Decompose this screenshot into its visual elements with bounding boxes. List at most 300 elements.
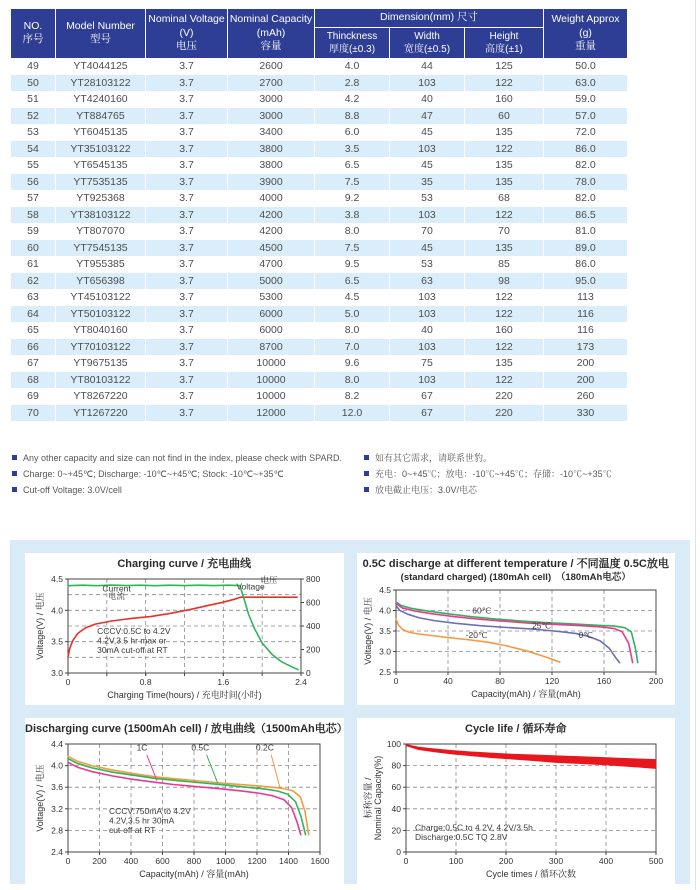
table-cell: 3.7 xyxy=(146,125,227,141)
table-cell: 103 xyxy=(390,372,464,388)
table-cell: 69 xyxy=(11,389,55,405)
table-cell: YT1267220 xyxy=(56,405,145,421)
table-cell: 103 xyxy=(390,339,464,355)
table-cell: 4.2 xyxy=(315,92,389,108)
table-cell: 44 xyxy=(390,59,464,75)
footnote-line xyxy=(12,469,364,480)
svg-text:Capacity(mAh) / 容量(mAh): Capacity(mAh) / 容量(mAh) xyxy=(139,868,250,879)
table-cell: 5300 xyxy=(228,290,314,306)
table-cell: YT7535135 xyxy=(56,174,145,190)
svg-text:200: 200 xyxy=(498,855,513,866)
table-cell: 9.5 xyxy=(315,257,389,273)
svg-text:2.8: 2.8 xyxy=(51,824,64,835)
table-cell: 125 xyxy=(465,59,543,75)
table-cell: 122 xyxy=(465,372,543,388)
table-cell: 56 xyxy=(11,174,55,190)
table-cell: 122 xyxy=(465,141,543,157)
table-cell: 57.0 xyxy=(544,108,627,124)
table-cell: 3.7 xyxy=(146,207,227,223)
svg-text:80: 80 xyxy=(495,676,505,687)
table-cell: 63 xyxy=(390,273,464,289)
table-cell: 52 xyxy=(11,108,55,124)
table-row xyxy=(11,323,627,339)
table-cell: 81.0 xyxy=(544,224,627,240)
table-cell: 10000 xyxy=(228,356,314,372)
svg-text:80: 80 xyxy=(391,760,401,771)
svg-text:1.6: 1.6 xyxy=(217,676,230,687)
table-cell: 200 xyxy=(544,372,627,388)
footnote-line xyxy=(364,485,688,496)
svg-text:4.5: 4.5 xyxy=(378,585,391,596)
table-row xyxy=(11,125,627,141)
table-cell: 3.7 xyxy=(146,405,227,421)
table-cell: 160 xyxy=(465,92,543,108)
svg-text:0℃: 0℃ xyxy=(578,630,593,641)
chart-panel-temperature-discharge xyxy=(357,553,676,705)
table-cell: YT656398 xyxy=(56,273,145,289)
svg-text:Voltage(V) / 电压: Voltage(V) / 电压 xyxy=(35,763,46,832)
svg-text:500: 500 xyxy=(648,855,663,866)
table-cell: 200 xyxy=(544,356,627,372)
table-cell: 3.7 xyxy=(146,59,227,75)
footnotes-chinese xyxy=(364,453,688,500)
col-header-width: Width 宽度(±0.5) xyxy=(390,28,464,58)
chart-title: Charging curve / 充电曲线 xyxy=(117,558,252,570)
svg-text:3.5: 3.5 xyxy=(378,626,391,637)
table-cell: 3.7 xyxy=(146,158,227,174)
table-row xyxy=(11,59,627,75)
table-row xyxy=(11,141,627,157)
svg-text:标称容量 /: 标称容量 / xyxy=(362,776,373,819)
svg-text:0: 0 xyxy=(403,855,409,866)
table-cell: 6.5 xyxy=(315,273,389,289)
svg-text:800: 800 xyxy=(306,573,321,584)
square-bullet-icon xyxy=(364,471,369,476)
table-cell: 60 xyxy=(11,240,55,256)
table-cell: YT80103122 xyxy=(56,372,145,388)
svg-text:3.6: 3.6 xyxy=(51,781,64,792)
table-cell: 4700 xyxy=(228,257,314,273)
table-cell: 4200 xyxy=(228,207,314,223)
table-cell: 55 xyxy=(11,158,55,174)
table-cell: 49 xyxy=(11,59,55,75)
table-cell: 63.0 xyxy=(544,75,627,91)
table-row xyxy=(11,174,627,190)
table-cell: YT925368 xyxy=(56,191,145,207)
table-cell: 6000 xyxy=(228,306,314,322)
svg-text:Capacity(mAh) / 容量(mAh): Capacity(mAh) / 容量(mAh) xyxy=(470,689,581,700)
svg-text:1200: 1200 xyxy=(247,855,267,866)
table-cell: 103 xyxy=(390,306,464,322)
col-header-capacity: Nominal Capacity (mAh) 容量 xyxy=(228,9,314,58)
table-cell: 8.0 xyxy=(315,372,389,388)
table-cell: YT6545135 xyxy=(56,158,145,174)
col-header-model: Model Number 型号 xyxy=(56,9,145,58)
svg-text:0: 0 xyxy=(65,855,71,866)
charging-curve-plot xyxy=(34,574,334,705)
table-cell: 103 xyxy=(390,207,464,223)
table-cell: 10000 xyxy=(228,389,314,405)
table-cell: 3.7 xyxy=(146,372,227,388)
svg-text:Voltage(V) / 电压: Voltage(V) / 电压 xyxy=(35,591,46,660)
table-cell: 40 xyxy=(390,92,464,108)
table-cell: 3.7 xyxy=(146,290,227,306)
table-cell: 75 xyxy=(390,356,464,372)
svg-text:Voltage(V) / 电压: Voltage(V) / 电压 xyxy=(362,597,373,665)
svg-text:Nominal Capacity(%): Nominal Capacity(%) xyxy=(372,755,383,840)
table-cell: 122 xyxy=(465,207,543,223)
table-cell: 61 xyxy=(11,257,55,273)
table-cell: YT28103122 xyxy=(56,75,145,91)
svg-text:4.0: 4.0 xyxy=(51,605,64,616)
table-cell: 68 xyxy=(465,191,543,207)
svg-text:CCCV:0.5C to 4.2V: CCCV:0.5C to 4.2V xyxy=(97,625,171,636)
svg-text:Charge:0.5C to 4.2V, 4.2V/3.5h: Charge:0.5C to 4.2V, 4.2V/3.5h xyxy=(414,821,533,832)
table-cell: 3.7 xyxy=(146,273,227,289)
table-cell: 4000 xyxy=(228,191,314,207)
table-cell: 113 xyxy=(544,290,627,306)
table-cell: 8.0 xyxy=(315,323,389,339)
svg-text:60℃: 60℃ xyxy=(472,605,492,616)
table-row xyxy=(11,356,627,372)
charts-section xyxy=(10,540,690,884)
table-row xyxy=(11,191,627,207)
table-cell: 220 xyxy=(465,389,543,405)
table-cell: 54 xyxy=(11,141,55,157)
table-cell: 3.7 xyxy=(146,92,227,108)
chart-panel-cycle-life xyxy=(357,718,676,884)
svg-text:4.0: 4.0 xyxy=(378,605,391,616)
table-cell: 59 xyxy=(11,224,55,240)
square-bullet-icon xyxy=(364,487,369,492)
table-cell: 116 xyxy=(544,306,627,322)
table-cell: 122 xyxy=(465,339,543,355)
table-cell: 135 xyxy=(465,158,543,174)
table-cell: 9.6 xyxy=(315,356,389,372)
table-cell: 3.7 xyxy=(146,224,227,240)
footnote-text: Cut-off Voltage: 3.0V/cell xyxy=(23,484,122,495)
table-cell: YT884765 xyxy=(56,108,145,124)
svg-text:-20℃: -20℃ xyxy=(465,630,488,641)
table-cell: 78.0 xyxy=(544,174,627,190)
svg-text:0: 0 xyxy=(393,676,399,687)
table-cell: 7.5 xyxy=(315,240,389,256)
svg-text:100: 100 xyxy=(448,855,463,866)
table-cell: YT8267220 xyxy=(56,389,145,405)
svg-text:400: 400 xyxy=(598,855,613,866)
svg-text:1000: 1000 xyxy=(216,855,236,866)
table-cell: 4.5 xyxy=(315,290,389,306)
svg-text:400: 400 xyxy=(306,620,321,631)
footnote-line xyxy=(12,485,364,496)
table-row xyxy=(11,306,627,322)
footnote-text: Any other capacity and size can not find in the index, please check with SPARD. xyxy=(23,453,343,463)
spec-table xyxy=(10,8,628,422)
svg-text:Voltage: Voltage xyxy=(236,581,265,592)
table-cell: 86.5 xyxy=(544,207,627,223)
svg-text:25℃: 25℃ xyxy=(531,620,551,631)
table-cell: 3.7 xyxy=(146,108,227,124)
table-cell: 122 xyxy=(465,75,543,91)
table-cell: 3.7 xyxy=(146,75,227,91)
table-cell: 260 xyxy=(544,389,627,405)
svg-text:800: 800 xyxy=(187,855,202,866)
svg-text:1400: 1400 xyxy=(279,855,299,866)
table-cell: YT4044125 xyxy=(56,59,145,75)
svg-text:60: 60 xyxy=(391,781,401,792)
table-cell: 50 xyxy=(11,75,55,91)
table-cell: YT9675135 xyxy=(56,356,145,372)
table-row xyxy=(11,158,627,174)
table-cell: YT38103122 xyxy=(56,207,145,223)
table-cell: 59.0 xyxy=(544,92,627,108)
square-bullet-icon xyxy=(364,455,369,460)
chart-title: Cycle life / 循环寿命 xyxy=(465,722,567,735)
table-cell: 135 xyxy=(465,125,543,141)
table-cell: 70 xyxy=(11,405,55,421)
temperature-discharge-plot xyxy=(362,585,670,704)
svg-text:600: 600 xyxy=(306,597,321,608)
table-cell: 65 xyxy=(11,323,55,339)
svg-text:160: 160 xyxy=(596,676,611,687)
table-cell: 4200 xyxy=(228,224,314,240)
svg-text:200: 200 xyxy=(648,676,663,687)
table-cell: 3.7 xyxy=(146,141,227,157)
svg-text:0: 0 xyxy=(396,846,401,857)
table-cell: 2700 xyxy=(228,75,314,91)
table-cell: YT955385 xyxy=(56,257,145,273)
table-cell: 135 xyxy=(465,240,543,256)
table-cell: YT35103122 xyxy=(56,141,145,157)
col-header-weight: Weight Approx (g) 重量 xyxy=(544,9,627,58)
col-header-dimension: Dimension(mm) 尺寸 xyxy=(315,9,543,27)
table-cell: YT807070 xyxy=(56,224,145,240)
cycle-life-plot xyxy=(362,739,670,884)
table-cell: 3.8 xyxy=(315,207,389,223)
footnote-line xyxy=(364,453,688,464)
svg-text:cut-off at RT: cut-off at RT xyxy=(109,824,156,835)
svg-text:3.5: 3.5 xyxy=(51,636,64,647)
table-cell: 85 xyxy=(465,257,543,273)
table-cell: 3.7 xyxy=(146,257,227,273)
table-cell: 3800 xyxy=(228,158,314,174)
footnote-line xyxy=(12,453,364,464)
svg-text:600: 600 xyxy=(155,855,170,866)
table-cell: 67 xyxy=(390,389,464,405)
table-cell: 51 xyxy=(11,92,55,108)
table-cell: 2600 xyxy=(228,59,314,75)
svg-text:4.4: 4.4 xyxy=(51,738,64,749)
svg-text:2.4: 2.4 xyxy=(51,846,64,857)
table-cell: 53 xyxy=(390,257,464,273)
svg-text:Cycle times / 循环次数: Cycle times / 循环次数 xyxy=(485,868,576,879)
table-cell: 45 xyxy=(390,125,464,141)
table-cell: YT70103122 xyxy=(56,339,145,355)
table-cell: 62 xyxy=(11,273,55,289)
table-row xyxy=(11,290,627,306)
table-cell: YT4240160 xyxy=(56,92,145,108)
col-header-height: Height 高度(±1) xyxy=(465,28,543,58)
table-cell: 12.0 xyxy=(315,405,389,421)
col-header-voltage: Nominal Voltage (V) 电压 xyxy=(146,9,227,58)
table-cell: 8.2 xyxy=(315,389,389,405)
table-cell: 3000 xyxy=(228,108,314,124)
svg-text:0: 0 xyxy=(65,676,71,687)
svg-text:1600: 1600 xyxy=(310,855,330,866)
table-cell: 8.0 xyxy=(315,224,389,240)
table-cell: 53 xyxy=(390,191,464,207)
footnote-text: 充电：0~+45℃；放电：-10℃~+45℃；存储：-10℃~+35℃ xyxy=(375,468,612,479)
table-cell: 89.0 xyxy=(544,240,627,256)
table-cell: YT8040160 xyxy=(56,323,145,339)
square-bullet-icon xyxy=(12,487,17,492)
footnote-text: 放电截止电压：3.0V/电芯 xyxy=(375,484,478,495)
table-cell: 72.0 xyxy=(544,125,627,141)
svg-text:Discharge:0.5C TQ 2.8V: Discharge:0.5C TQ 2.8V xyxy=(414,831,508,842)
table-cell: 7.0 xyxy=(315,339,389,355)
table-cell: YT50103122 xyxy=(56,306,145,322)
table-cell: 40 xyxy=(390,323,464,339)
footnotes-english xyxy=(12,453,364,500)
table-cell: 135 xyxy=(465,356,543,372)
table-cell: 2.8 xyxy=(315,75,389,91)
table-cell: 135 xyxy=(465,174,543,190)
svg-text:20: 20 xyxy=(391,824,401,835)
svg-text:0.8: 0.8 xyxy=(140,676,152,687)
chart-panel-discharging-curve xyxy=(25,718,348,884)
svg-text:1C: 1C xyxy=(136,741,148,752)
table-cell: 70 xyxy=(390,224,464,240)
svg-text:100: 100 xyxy=(386,738,401,749)
footnote-text: 如有其它需求，请联系世豹。 xyxy=(375,453,493,463)
table-row xyxy=(11,92,627,108)
table-cell: 53 xyxy=(11,125,55,141)
chart-panel-charging-curve xyxy=(25,553,344,705)
table-cell: YT6045135 xyxy=(56,125,145,141)
table-cell: 8700 xyxy=(228,339,314,355)
table-cell: 45 xyxy=(390,240,464,256)
table-cell: 3.7 xyxy=(146,174,227,190)
table-cell: 103 xyxy=(390,75,464,91)
table-cell: 173 xyxy=(544,339,627,355)
table-cell: 95.0 xyxy=(544,273,627,289)
table-cell: 98 xyxy=(465,273,543,289)
table-cell: 58 xyxy=(11,207,55,223)
chart-title: Discharging curve (1500mAh cell) / 放电曲线（1500mAh电芯） xyxy=(25,722,348,735)
svg-text:0.5C: 0.5C xyxy=(191,741,210,752)
table-cell: 3.7 xyxy=(146,356,227,372)
table-cell: 35 xyxy=(390,174,464,190)
svg-text:电压: 电压 xyxy=(260,574,278,585)
table-row xyxy=(11,273,627,289)
table-row xyxy=(11,224,627,240)
svg-text:Current: Current xyxy=(102,583,131,594)
table-cell: 86.0 xyxy=(544,141,627,157)
svg-text:4.0: 4.0 xyxy=(51,760,64,771)
square-bullet-icon xyxy=(12,471,17,476)
table-cell: 10000 xyxy=(228,372,314,388)
table-cell: 116 xyxy=(544,323,627,339)
table-cell: 330 xyxy=(544,405,627,421)
svg-text:4.2V,3.5 hr 30mA: 4.2V,3.5 hr 30mA xyxy=(109,815,175,826)
table-cell: YT7545135 xyxy=(56,240,145,256)
table-row xyxy=(11,207,627,223)
page-edge-line xyxy=(695,0,696,890)
table-cell: 50.0 xyxy=(544,59,627,75)
table-row xyxy=(11,75,627,91)
table-cell: 103 xyxy=(390,141,464,157)
svg-text:Charging Time(hours) / 充电时间(小时: Charging Time(hours) / 充电时间(小时) xyxy=(107,689,263,700)
table-cell: 122 xyxy=(465,290,543,306)
svg-text:120: 120 xyxy=(544,676,559,687)
svg-text:0.2C: 0.2C xyxy=(256,741,275,752)
table-cell: 57 xyxy=(11,191,55,207)
svg-text:2.4: 2.4 xyxy=(295,676,308,687)
svg-text:30mA cut-off at RT: 30mA cut-off at RT xyxy=(97,644,168,655)
table-row xyxy=(11,389,627,405)
table-cell: 3.7 xyxy=(146,389,227,405)
table-cell: 60 xyxy=(465,108,543,124)
table-cell: 3.7 xyxy=(146,339,227,355)
table-cell: 220 xyxy=(465,405,543,421)
discharging-curve-plot xyxy=(34,739,334,884)
table-row xyxy=(11,339,627,355)
table-cell: 3.7 xyxy=(146,306,227,322)
table-cell: 67 xyxy=(390,405,464,421)
table-cell: 68 xyxy=(11,372,55,388)
table-cell: 9.2 xyxy=(315,191,389,207)
svg-text:300: 300 xyxy=(548,855,563,866)
spec-table-body xyxy=(11,59,627,421)
table-cell: 122 xyxy=(465,306,543,322)
table-cell: 3400 xyxy=(228,125,314,141)
footnote-line xyxy=(364,469,688,480)
svg-text:0: 0 xyxy=(306,667,311,678)
table-cell: 3.7 xyxy=(146,323,227,339)
table-cell: 66 xyxy=(11,339,55,355)
table-cell: 3.5 xyxy=(315,141,389,157)
table-cell: 3900 xyxy=(228,174,314,190)
svg-text:4.5: 4.5 xyxy=(51,573,64,584)
table-cell: 3.7 xyxy=(146,191,227,207)
table-cell: 70 xyxy=(465,224,543,240)
svg-text:200: 200 xyxy=(306,644,321,655)
table-cell: 6.0 xyxy=(315,125,389,141)
table-cell: 64 xyxy=(11,306,55,322)
table-cell: 4.0 xyxy=(315,59,389,75)
svg-text:3.0: 3.0 xyxy=(51,667,64,678)
table-cell: 5000 xyxy=(228,273,314,289)
svg-text:3.2: 3.2 xyxy=(51,803,64,814)
svg-text:400: 400 xyxy=(124,855,139,866)
table-row xyxy=(11,372,627,388)
table-cell: 8.8 xyxy=(315,108,389,124)
table-cell: 4500 xyxy=(228,240,314,256)
footnotes xyxy=(12,453,688,500)
table-cell: 103 xyxy=(390,290,464,306)
table-cell: 82.0 xyxy=(544,158,627,174)
table-cell: 45 xyxy=(390,158,464,174)
col-header-no: NO. 序号 xyxy=(11,9,55,58)
table-row xyxy=(11,240,627,256)
footnote-text: Charge: 0~+45℃; Discharge: -10℃~+45℃; Stock: -10℃~+35℃ xyxy=(23,468,284,479)
table-row xyxy=(11,108,627,124)
svg-text:40: 40 xyxy=(443,676,453,687)
table-cell: 47 xyxy=(390,108,464,124)
table-cell: 6000 xyxy=(228,323,314,339)
svg-text:3.0: 3.0 xyxy=(378,646,391,657)
square-bullet-icon xyxy=(12,455,17,460)
